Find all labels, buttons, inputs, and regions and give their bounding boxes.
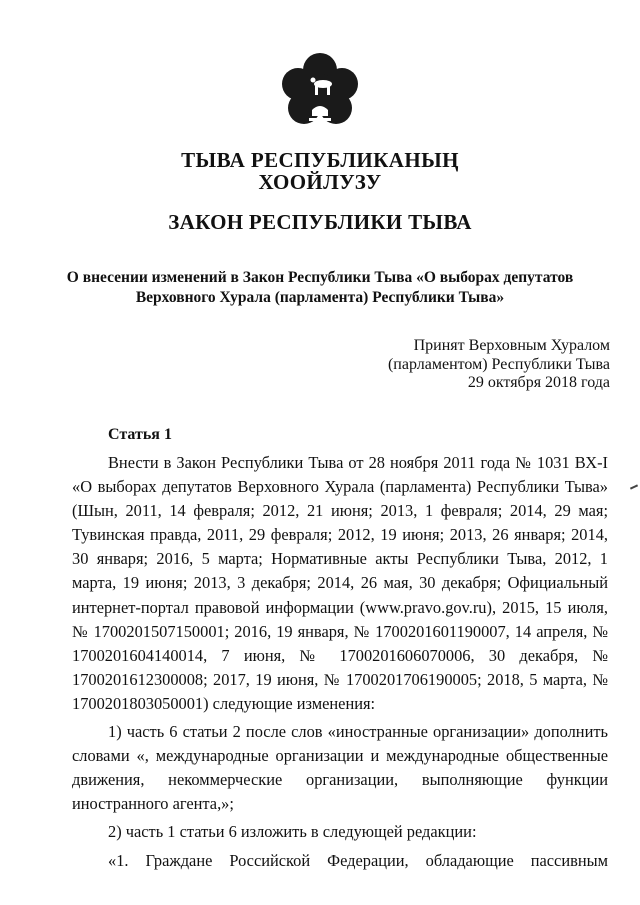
republic-name-tuvan: ТЫВА РЕСПУБЛИКАНЫҢ: [181, 148, 459, 172]
adoption-line: Принят Верховным Хуралом: [413, 337, 610, 354]
article-paragraph: Внести в Закон Республики Тыва от 28 ноября 2011 года № 1031 ВХ-I «О выборах депутатов Верховного Хурала (парламента) Республики Тыва» (Шын, 2011, 14 февраля; 2012, 21 июня; 2013, 1 февраля; 2014, 29 мая; Тувинская правда, 2011, 29 февраля; 2012, 19 июня; 2013, 26 января; 2014, 30 января; 2016, 5 марта; Нормативные акты Республики Тыва, 2012, 1 марта, 19 июня; 2013, 3 декабря; 2014, 26 мая, 30 декабря; Официальный интернет-портал правовой информации (www.pravo.gov.ru), 2015, 15 июля, № 1700201507150001; 2016, 19 января, № 1700201601190007, 14 апреля, № 1700201604140014, 7 июня, № 1700201606070006, 30 декабря, № 1700201612300008; 2017, 19 июня, № 1700201706190005; 2018, 5 марта, № 1700201803050001) следующие изменения:: [72, 453, 608, 713]
margin-mark: [630, 484, 638, 489]
tuva-emblem-icon: [279, 52, 361, 132]
adoption-line: (парламентом) Республики Тыва: [387, 355, 610, 373]
law-subject-line: Верховного Хурала (парламента) Республики Тыва»: [135, 289, 505, 306]
law-title: ЗАКОН РЕСПУБЛИКИ ТЫВА: [168, 210, 472, 234]
article-body: [72, 451, 608, 873]
article-paragraph: «1. Граждане Российской Федерации, обладающие пассивным: [108, 850, 608, 870]
law-word-tuvan: ХООЙЛУЗУ: [258, 170, 382, 194]
adoption-date: 29 октября 2018 года: [467, 374, 610, 391]
adoption-info: [310, 337, 610, 393]
law-subject-line: О внесении изменений в Закон Республики Тыва «О выборах депутатов: [66, 269, 574, 286]
law-subject: [60, 268, 580, 308]
article-paragraph: 2) часть 1 статьи 6 изложить в следующей редакции:: [108, 822, 477, 842]
article-paragraph: 1) часть 6 статьи 2 после слов «иностранные организации» дополнить словами «, международные организации и международные общественные движения, некоммерческие организации, выполняющие функции иностранного агента,»;: [72, 722, 608, 814]
article-heading: Статья 1: [108, 426, 172, 443]
